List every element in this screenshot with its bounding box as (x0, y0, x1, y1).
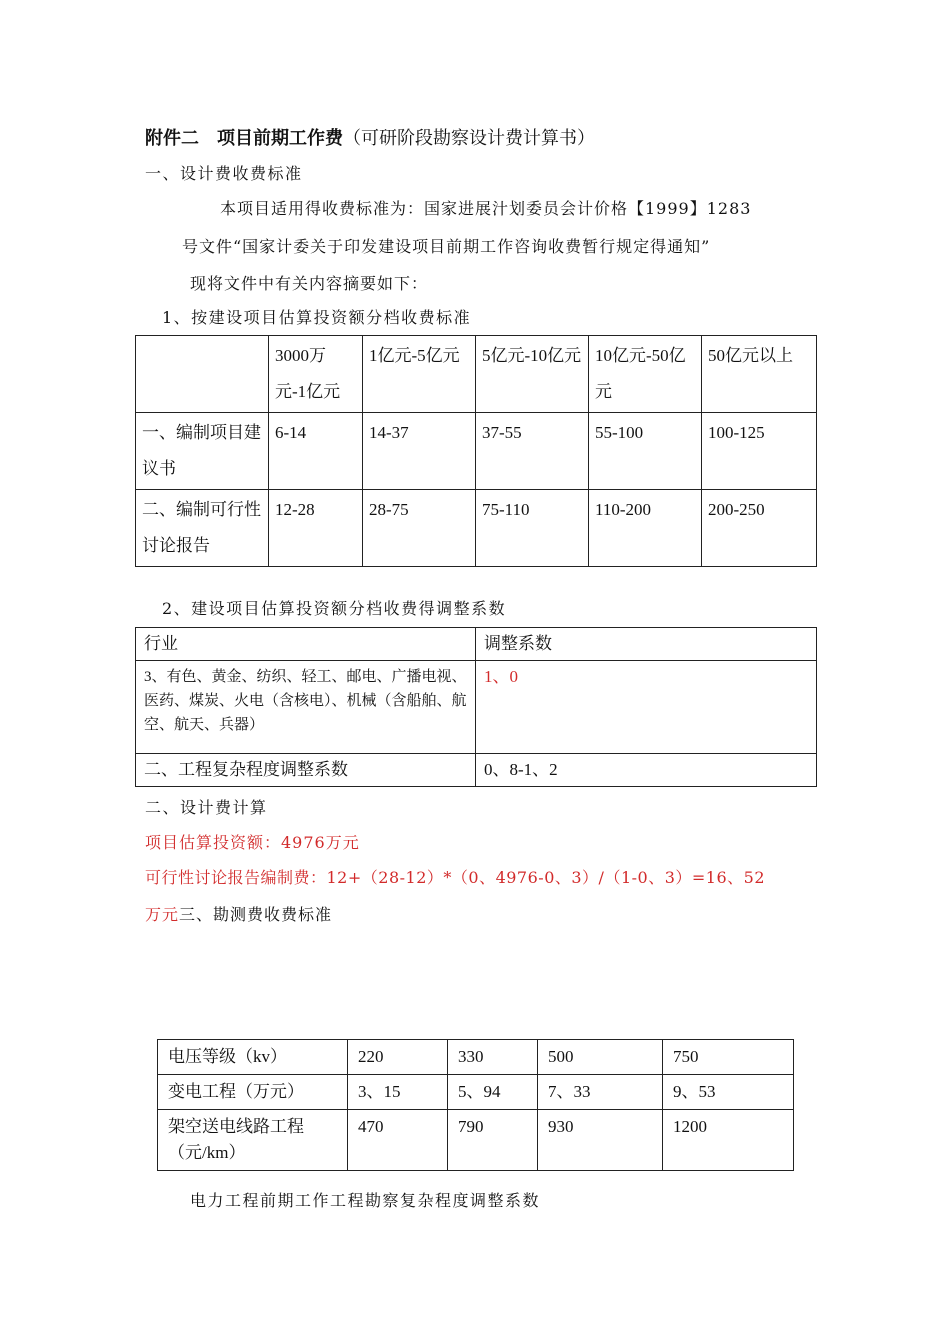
row-label: 二、编制可行性讨论报告 (136, 490, 269, 567)
calc-line: 可行性讨论报告编制费：12+（28-12）*（0、4976-0、3）/（1-0、3）=16、52 (145, 868, 766, 887)
table-cell: 1200 (663, 1110, 794, 1171)
table-cell: 14-37 (363, 413, 476, 490)
header-cell: 行业 (136, 628, 476, 661)
sub-heading-2: 2、建设项目估算投资额分档收费得调整系数 (162, 599, 507, 618)
header-cell: 50亿元以上 (702, 336, 817, 413)
title-bold: 附件二 项目前期工作费 (145, 128, 343, 149)
table-cell: 220 (348, 1040, 448, 1075)
industry-cell: 3、有色、黄金、纺织、轻工、邮电、广播电视、医药、煤炭、火电（含核电）、机械（含船舶、航空、航天、兵器） (136, 661, 476, 754)
header-cell: 3000万元-1亿元 (269, 336, 363, 413)
table-cell: 100-125 (702, 413, 817, 490)
table-row (136, 490, 817, 567)
table-cell: 110-200 (589, 490, 702, 567)
row-label: 变电工程（万元） (158, 1075, 348, 1110)
table-cell: 12-28 (269, 490, 363, 567)
para-line3: 现将文件中有关内容摘要如下： (190, 274, 429, 293)
table-row (158, 1110, 794, 1171)
table-cell: 930 (538, 1110, 663, 1171)
table-cell: 55-100 (589, 413, 702, 490)
para-line1: 本项目适用得收费标准为：国家进展汁划委员会计价格【1999】1283 (220, 199, 752, 218)
table-cell: 37-55 (476, 413, 589, 490)
caption: 电力工程前期工作工程勘察复杂程度调整系数 (190, 1191, 541, 1210)
table-cell: 5、94 (448, 1075, 538, 1110)
table-cell: 28-75 (363, 490, 476, 567)
section3-heading: 三、勘测费收费标准 (179, 905, 333, 924)
table-cell: 0、8-1、2 (476, 754, 817, 787)
table-cell: 200-250 (702, 490, 817, 567)
table-cell: 6-14 (269, 413, 363, 490)
survey-fee-table (157, 1039, 794, 1171)
table-header-row (136, 336, 817, 413)
table-row (158, 1040, 794, 1075)
table-row (136, 754, 817, 787)
table-row (136, 413, 817, 490)
table-row (136, 661, 817, 754)
investment-line: 项目估算投资额：4976万元 (145, 833, 360, 852)
adjustment-table (135, 627, 817, 787)
table-cell: 790 (448, 1110, 538, 1171)
table-cell: 500 (538, 1040, 663, 1075)
sub-heading-1: 1、按建设项目估算投资额分档收费标准 (162, 308, 472, 327)
table-cell: 9、53 (663, 1075, 794, 1110)
row-label: 架空送电线路工程（元/km） (158, 1110, 348, 1171)
table-cell: 7、33 (538, 1075, 663, 1110)
header-cell: 调整系数 (476, 628, 817, 661)
document-title (145, 124, 595, 150)
fee-standard-table (135, 335, 817, 567)
table-cell: 330 (448, 1040, 538, 1075)
header-cell (136, 336, 269, 413)
para-line2: 号文件“国家计委关于印发建设项目前期工作咨询收费暂行规定得通知” (182, 237, 711, 256)
table-cell: 750 (663, 1040, 794, 1075)
section1-heading: 一、设计费收费标准 (145, 164, 303, 183)
row-label: 电压等级（kv） (158, 1040, 348, 1075)
table-row (158, 1075, 794, 1110)
header-cell: 5亿元-10亿元 (476, 336, 589, 413)
calc-line-2 (145, 902, 332, 925)
title-rest: （可研阶段勘察设计费计算书） (343, 128, 595, 149)
section2-heading: 二、设计费计算 (145, 798, 268, 817)
table-cell: 470 (348, 1110, 448, 1171)
row-label: 一、编制项目建议书 (136, 413, 269, 490)
calc-unit: 万元 (145, 905, 180, 924)
table-cell: 3、15 (348, 1075, 448, 1110)
table-header-row (136, 628, 817, 661)
row-label: 二、工程复杂程度调整系数 (136, 754, 476, 787)
coefficient-cell: 1、0 (476, 661, 817, 754)
header-cell: 1亿元-5亿元 (363, 336, 476, 413)
header-cell: 10亿元-50亿元 (589, 336, 702, 413)
table-cell: 75-110 (476, 490, 589, 567)
